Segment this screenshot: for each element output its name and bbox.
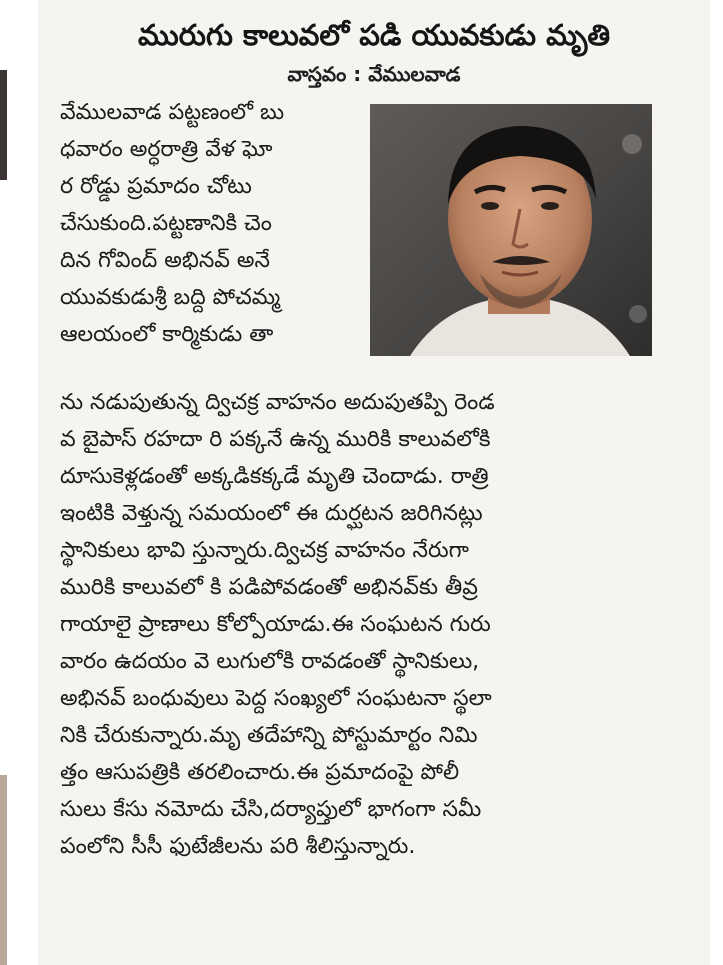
news-clipping	[38, 0, 710, 965]
article-line: మురికి కాలువలో కి పడిపోవడంతో అభినవ్‌కు తీవ్ర	[60, 575, 478, 600]
article-line: వ బైపాస్ రహదా రి పక్కనే ఉన్న మురికి కాలువలోకి	[60, 427, 491, 452]
article-line: ర రోడ్డు ప్రమాదం చోటు	[60, 174, 252, 199]
article-line: స్థానికులు భావి స్తున్నారు.ద్విచక్ర వాహనం నేరుగా	[60, 538, 469, 563]
article-line: వేములవాడ పట్టణంలో బు	[60, 100, 285, 125]
article-line: సులు కేసు నమోదు చేసి,దర్యాప్తులో భాగంగా సమీ	[60, 797, 482, 822]
article-line: ఆలయంలో కార్మికుడు తా	[60, 322, 274, 347]
article-line: ఇంటికి వెళ్తున్న సమయంలో ఈ దుర్ఘటన జరిగినట్లు	[60, 501, 483, 526]
article-line: ధవారం అర్ధరాత్రి వేళ ఘో	[60, 137, 273, 162]
edge-fragment	[0, 775, 7, 965]
article-line: వారం ఉదయం వె లుగులోకి రావడంతో స్థానికులు,	[60, 649, 480, 674]
article-line: పంలోని సీసీ ఫుటేజీలను పరి శీలిస్తున్నారు.	[60, 834, 416, 859]
article-line: గాయాలై ప్రాణాలు కోల్పోయాడు.ఈ సంఘటన గురు	[60, 612, 491, 637]
page-edge	[0, 0, 38, 965]
byline: వాస్తవం : వేములవాడ	[287, 62, 461, 86]
edge-fragment	[0, 70, 7, 180]
article-line: నికి చేరుకున్నారు.మృ తదేహాన్ని పోస్టుమార్టం నిమి	[60, 723, 478, 748]
article-line: దూసుకెళ్లడంతో అక్కడికక్కడే మృతి చెందాడు. రాత్రి	[60, 464, 489, 489]
article-line: యువకుడుశ్రీ బద్ది పోచమ్మ	[60, 285, 281, 310]
article-line: చేసుకుంది.పట్టణానికి చెం	[60, 211, 272, 236]
article-line: ను నడుపుతున్న ద్విచక్ర వాహనం అదుపుతప్పి రెండ	[60, 390, 495, 415]
portrait-photo	[370, 104, 652, 356]
article-line: అభినవ్ బంధువులు పెద్ద సంఖ్యలో సంఘటనా స్థలా	[60, 686, 492, 711]
portrait-image	[370, 104, 652, 356]
article-line: త్తం ఆసుపత్రికి తరలించారు.ఈ ప్రమాదంపై పోలీ	[60, 760, 460, 785]
headline: మురుగు కాలువలో పడి యువకుడు మృతి	[138, 18, 610, 52]
article-line: దిన గోవింద్ అభినవ్ అనే	[60, 248, 270, 273]
